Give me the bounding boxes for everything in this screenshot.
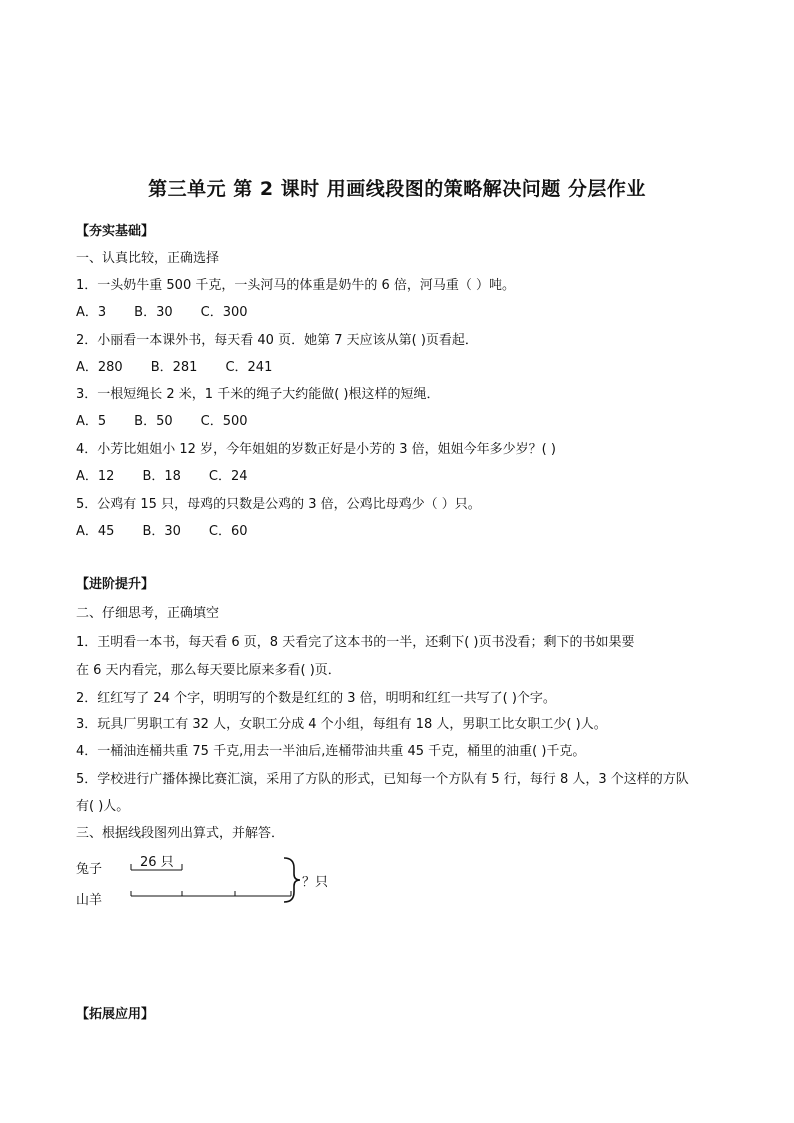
section-sub-fill: 二、仔细思考，正确填空: [76, 606, 220, 621]
label-rabbit: 兔子: [76, 862, 103, 877]
options-4: [76, 465, 276, 484]
option-a: A．280: [76, 360, 123, 375]
option-b: B．30: [134, 305, 173, 320]
fill-line-1: 1．王明看一本书，每天看 6 页，8 天看完了这本书的一半，还剩下( )页书没看；剩下的书如果要: [76, 635, 635, 650]
option-c: C．300: [200, 305, 248, 320]
label-goat: 山羊: [76, 893, 103, 908]
section-head-advanced: 【进阶提升】: [76, 577, 155, 592]
label-segment: 26 只: [140, 855, 174, 870]
page-title: 第三单元 第 2 课时 用画线段图的策略解决问题 分层作业: [148, 178, 646, 200]
options-2: [76, 356, 300, 375]
fill-line-4: 3．玩具厂男职工有 32 人，女职工分成 4 个小组，每组有 18 人，男职工比女职工少( )人。: [76, 717, 607, 732]
options-1: [76, 301, 276, 320]
option-a: A．45: [76, 524, 115, 539]
line-segment-diagram: [76, 850, 376, 920]
question-3: 3．一根短绳长 2 米，1 千米的绳子大约能做( )根这样的短绳．: [76, 387, 440, 402]
section-sub-choice: 一、认真比较，正确选择: [76, 251, 220, 266]
option-a: A．5: [76, 414, 107, 429]
brace-icon: [284, 858, 300, 902]
diagram-svg: [76, 850, 376, 920]
options-5: [76, 520, 276, 539]
fill-line-6: 5．学校进行广播体操比赛汇演，采用了方队的形式，已知每一个方队有 5 行，每行 8 人，3 个这样的方队: [76, 772, 689, 787]
option-c: C．24: [208, 469, 248, 484]
fill-line-3: 2．红红写了 24 个字，明明写的个数是红红的 3 倍，明明和红红一共写了( )个字。: [76, 691, 556, 706]
option-c: C．60: [208, 524, 248, 539]
option-b: B．18: [142, 469, 181, 484]
option-a: A．3: [76, 305, 107, 320]
question-4: 4．小芳比姐姐小 12 岁，今年姐姐的岁数正好是小芳的 3 倍，姐姐今年多少岁？( ): [76, 442, 556, 457]
option-b: B．30: [142, 524, 181, 539]
question-5: 5．公鸡有 15 只，母鸡的只数是公鸡的 3 倍，公鸡比母鸡少（ ）只。: [76, 497, 481, 512]
options-3: [76, 410, 276, 429]
fill-line-2: 在 6 天内看完，那么每天要比原来多看( )页．: [76, 663, 341, 678]
question-1: 1．一头奶牛重 500 千克，一头河马的体重是奶牛的 6 倍，河马重（ ）吨。: [76, 278, 516, 293]
label-total: ？只: [302, 875, 329, 890]
section-head-basic: 【夯实基础】: [76, 224, 155, 239]
option-c: C．241: [225, 360, 273, 375]
option-b: B．50: [134, 414, 173, 429]
fill-line-7: 有( )人。: [76, 799, 130, 814]
fill-line-5: 4．一桶油连桶共重 75 千克,用去一半油后,连桶带油共重 45 千克，桶里的油重( )千克。: [76, 744, 586, 759]
option-c: C．500: [200, 414, 248, 429]
option-b: B．281: [150, 360, 198, 375]
option-a: A．12: [76, 469, 115, 484]
section-sub-diagram: 三、根据线段图列出算式，并解答．: [76, 826, 285, 841]
question-2: 2．小丽看一本课外书，每天看 40 页．她第 7 天应该从第( )页看起．: [76, 333, 478, 348]
section-head-extension: 【拓展应用】: [76, 1007, 155, 1022]
